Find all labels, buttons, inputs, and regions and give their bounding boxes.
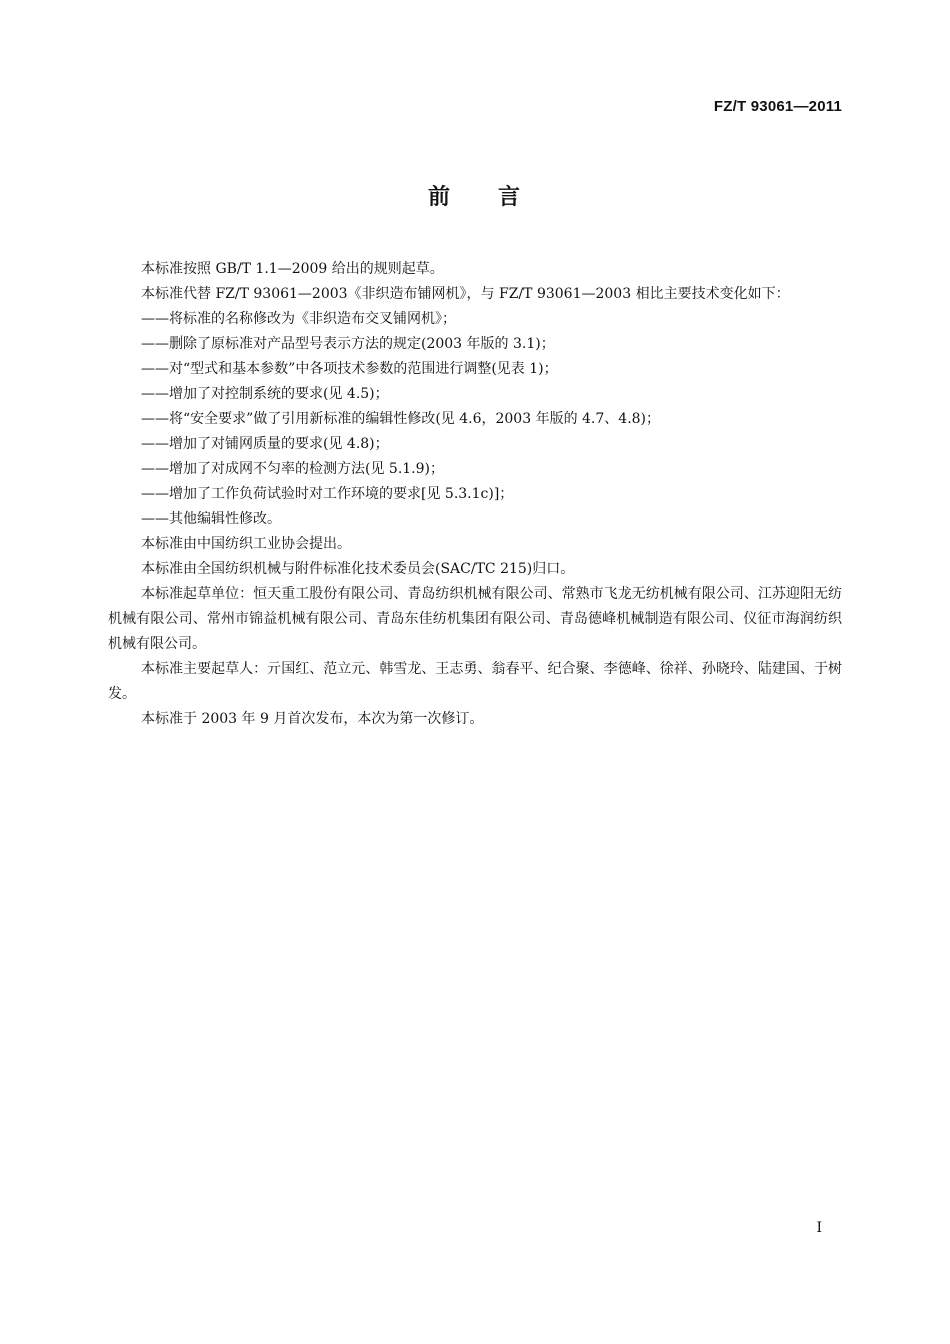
document-code: FZ/T 93061—2011 — [713, 98, 842, 115]
change-item: ——将“安全要求”做了引用新标准的编辑性修改(见 4.6，2003 年版的 4.7、4.8)； — [141, 411, 661, 427]
paragraph-drafting-rules: 本标准按照 GB/T 1.1—2009 给出的规则起草。 — [141, 261, 444, 277]
paragraph-proposer: 本标准由中国纺织工业协会提出。 — [141, 536, 351, 552]
paragraph-replacement: 本标准代替 FZ/T 93061—2003《非织造布铺网机》，与 FZ/T 93061—2003 相比主要技术变化如下： — [141, 286, 790, 302]
change-item: ——删除了原标准对产品型号表示方法的规定(2003 年版的 3.1)； — [141, 336, 555, 352]
change-item: ——增加了工作负荷试验时对工作环境的要求[见 5.3.1c)]； — [141, 486, 514, 502]
title-char-2: 言 — [498, 185, 523, 210]
paragraph-history: 本标准于 2003 年 9 月首次发布，本次为第一次修订。 — [141, 711, 484, 727]
paragraph-drafting-units: 本标准起草单位：恒天重工股份有限公司、青岛纺织机械有限公司、常熟市飞龙无纺机械有限公司、江苏迎阳无纺机械有限公司、常州市锦益机械有限公司、青岛东佳纺机集团有限公司、青岛德峰机械制造有限公司、仪征市海润纺织机械有限公司。 — [108, 586, 842, 652]
title-char-1: 前 — [427, 185, 452, 210]
foreword-body — [108, 257, 842, 732]
paragraph-administrator: 本标准由全国纺织机械与附件标准化技术委员会(SAC/TC 215)归口。 — [141, 561, 575, 577]
change-item: ——增加了对铺网质量的要求(见 4.8)； — [141, 436, 389, 452]
change-item: ——其他编辑性修改。 — [141, 511, 281, 527]
change-item: ——增加了对成网不匀率的检测方法(见 5.1.9)； — [141, 461, 444, 477]
change-item: ——对“型式和基本参数”中各项技术参数的范围进行调整(见表 1)； — [141, 361, 558, 377]
paragraph-drafters: 本标准主要起草人：亓国红、范立元、韩雪龙、王志勇、翁春平、纪合聚、李德峰、徐祥、孙晓玲、陆建国、于树发。 — [108, 661, 842, 702]
page-number: I — [816, 1220, 822, 1236]
page-title — [0, 180, 950, 211]
change-item: ——增加了对控制系统的要求(见 4.5)； — [141, 386, 389, 402]
change-item: ——将标准的名称修改为《非织造布交叉铺网机》； — [141, 311, 456, 327]
